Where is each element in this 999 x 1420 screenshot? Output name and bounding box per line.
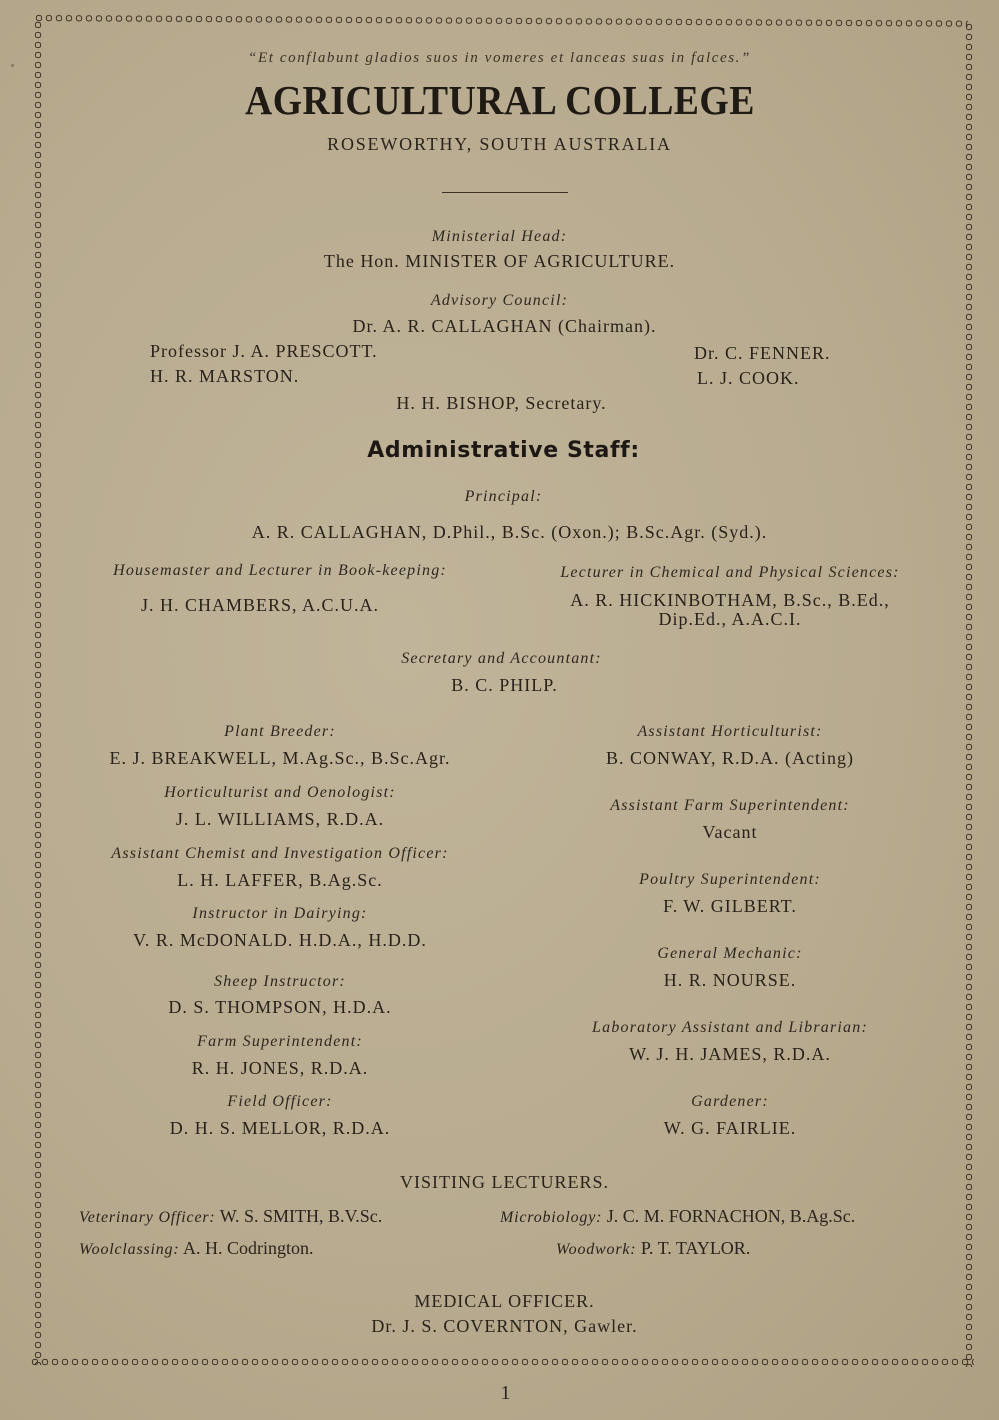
staff-role: Instructor in Dairying: [192, 905, 368, 922]
principal-name: A. R. CALLAGHAN, D.Phil., B.Sc. (Oxon.); B.Sc.Agr. (Syd.). [251, 522, 768, 542]
lecturer-name: J. C. M. FORNACHON, B.Ag.Sc. [606, 1206, 856, 1226]
staff-name: V. R. McDONALD. H.D.A., H.D.D. [133, 930, 427, 950]
advisory-member: Professor J. A. PRESCOTT. [150, 341, 378, 361]
staff-role: Field Officer: [227, 1093, 333, 1110]
staff-name: D. H. S. MELLOR, R.D.A. [169, 1118, 391, 1138]
visiting-lecturer-entry [79, 1238, 314, 1259]
lecturer-role: Veterinary Officer: [79, 1209, 216, 1226]
staff-role: Gardener: [691, 1093, 769, 1110]
staff-name: Vacant [702, 822, 758, 842]
staff-name: L. H. LAFFER, B.Ag.Sc. [177, 870, 383, 890]
staff-name: B. CONWAY, R.D.A. (Acting) [605, 748, 854, 768]
medical-officer-heading: MEDICAL OFFICER. [414, 1291, 595, 1311]
secretary-accountant-name: B. C. PHILP. [451, 675, 558, 695]
lecturer-name: W. S. SMITH, B.V.Sc. [219, 1206, 383, 1226]
secretary-accountant-label: Secretary and Accountant: [401, 650, 602, 667]
administrative-staff-heading: Administrative Staff: [367, 438, 640, 463]
advisory-member: L. J. COOK. [697, 368, 800, 388]
lecturer-role: Microbiology: [500, 1209, 603, 1226]
staff-role: Poultry Superintendent: [639, 871, 821, 888]
medical-officer-name: Dr. J. S. COVERNTON, Gawler. [371, 1316, 638, 1336]
staff-role: Sheep Instructor: [214, 973, 346, 990]
lecturer-sciences-name-cont: Dip.Ed., A.A.C.I. [658, 609, 802, 629]
staff-name: H. R. NOURSE. [663, 970, 797, 990]
staff-role: Farm Superintendent: [197, 1033, 363, 1050]
staff-role: Assistant Farm Superintendent: [610, 797, 850, 814]
page-title: AGRICULTURAL COLLEGE [245, 77, 755, 123]
latin-motto: “Et conflabunt gladios suos in vomeres et lanceas suas in falces.” [248, 50, 751, 66]
page-number: 1 [500, 1382, 511, 1404]
lecturer-name: P. T. TAYLOR. [640, 1238, 751, 1258]
lecturer-name: A. H. Codrington. [183, 1238, 314, 1258]
advisory-chairman: Dr. A. R. CALLAGHAN (Chairman). [352, 316, 657, 336]
staff-role: Assistant Chemist and Investigation Officer: [111, 845, 449, 862]
visiting-lecturer-entry [500, 1206, 855, 1227]
staff-name: W. J. H. JAMES, R.D.A. [629, 1044, 831, 1064]
divider-rule [442, 192, 568, 193]
housemaster-name: J. H. CHAMBERS, A.C.U.A. [140, 595, 380, 615]
visiting-lecturer-entry [79, 1206, 382, 1227]
lecturer-sciences-name: A. R. HICKINBOTHAM, B.Sc., B.Ed., [570, 590, 890, 610]
staff-name: W. G. FAIRLIE. [663, 1118, 797, 1138]
staff-name: R. H. JONES, R.D.A. [191, 1058, 369, 1078]
staff-role: Plant Breeder: [224, 723, 336, 740]
visiting-lecturer-entry [556, 1238, 750, 1259]
ministerial-head-name: The Hon. MINISTER OF AGRICULTURE. [323, 251, 676, 271]
location-subtitle: ROSEWORTHY, SOUTH AUSTRALIA [327, 134, 672, 154]
lecturer-role: Woodwork: [556, 1241, 637, 1258]
border-bottom [30, 1358, 974, 1366]
housemaster-label: Housemaster and Lecturer in Book-keeping: [113, 562, 447, 579]
principal-label: Principal: [464, 488, 543, 505]
ministerial-head-label: Ministerial Head: [431, 228, 568, 245]
advisory-member: H. R. MARSTON. [150, 366, 300, 386]
staff-name: F. W. GILBERT. [663, 896, 797, 916]
advisory-secretary: H. H. BISHOP, Secretary. [396, 393, 607, 413]
staff-role: Assistant Horticulturist: [637, 723, 823, 740]
border-top [34, 14, 968, 28]
advisory-member: Dr. C. FENNER. [694, 343, 831, 363]
staff-role: Laboratory Assistant and Librarian: [592, 1019, 868, 1036]
staff-role: General Mechanic: [657, 945, 803, 962]
lecturer-sciences-label: Lecturer in Chemical and Physical Sciences: [560, 564, 900, 581]
staff-name: J. L. WILLIAMS, R.D.A. [175, 809, 385, 829]
staff-name: D. S. THOMPSON, H.D.A. [168, 997, 392, 1017]
staff-name: E. J. BREAKWELL, M.Ag.Sc., B.Sc.Agr. [109, 748, 451, 768]
advisory-council-label: Advisory Council: [430, 292, 569, 309]
lecturer-role: Woolclassing: [79, 1241, 180, 1258]
staff-role: Horticulturist and Oenologist: [164, 784, 396, 801]
visiting-lecturers-heading: VISITING LECTURERS. [400, 1172, 609, 1192]
